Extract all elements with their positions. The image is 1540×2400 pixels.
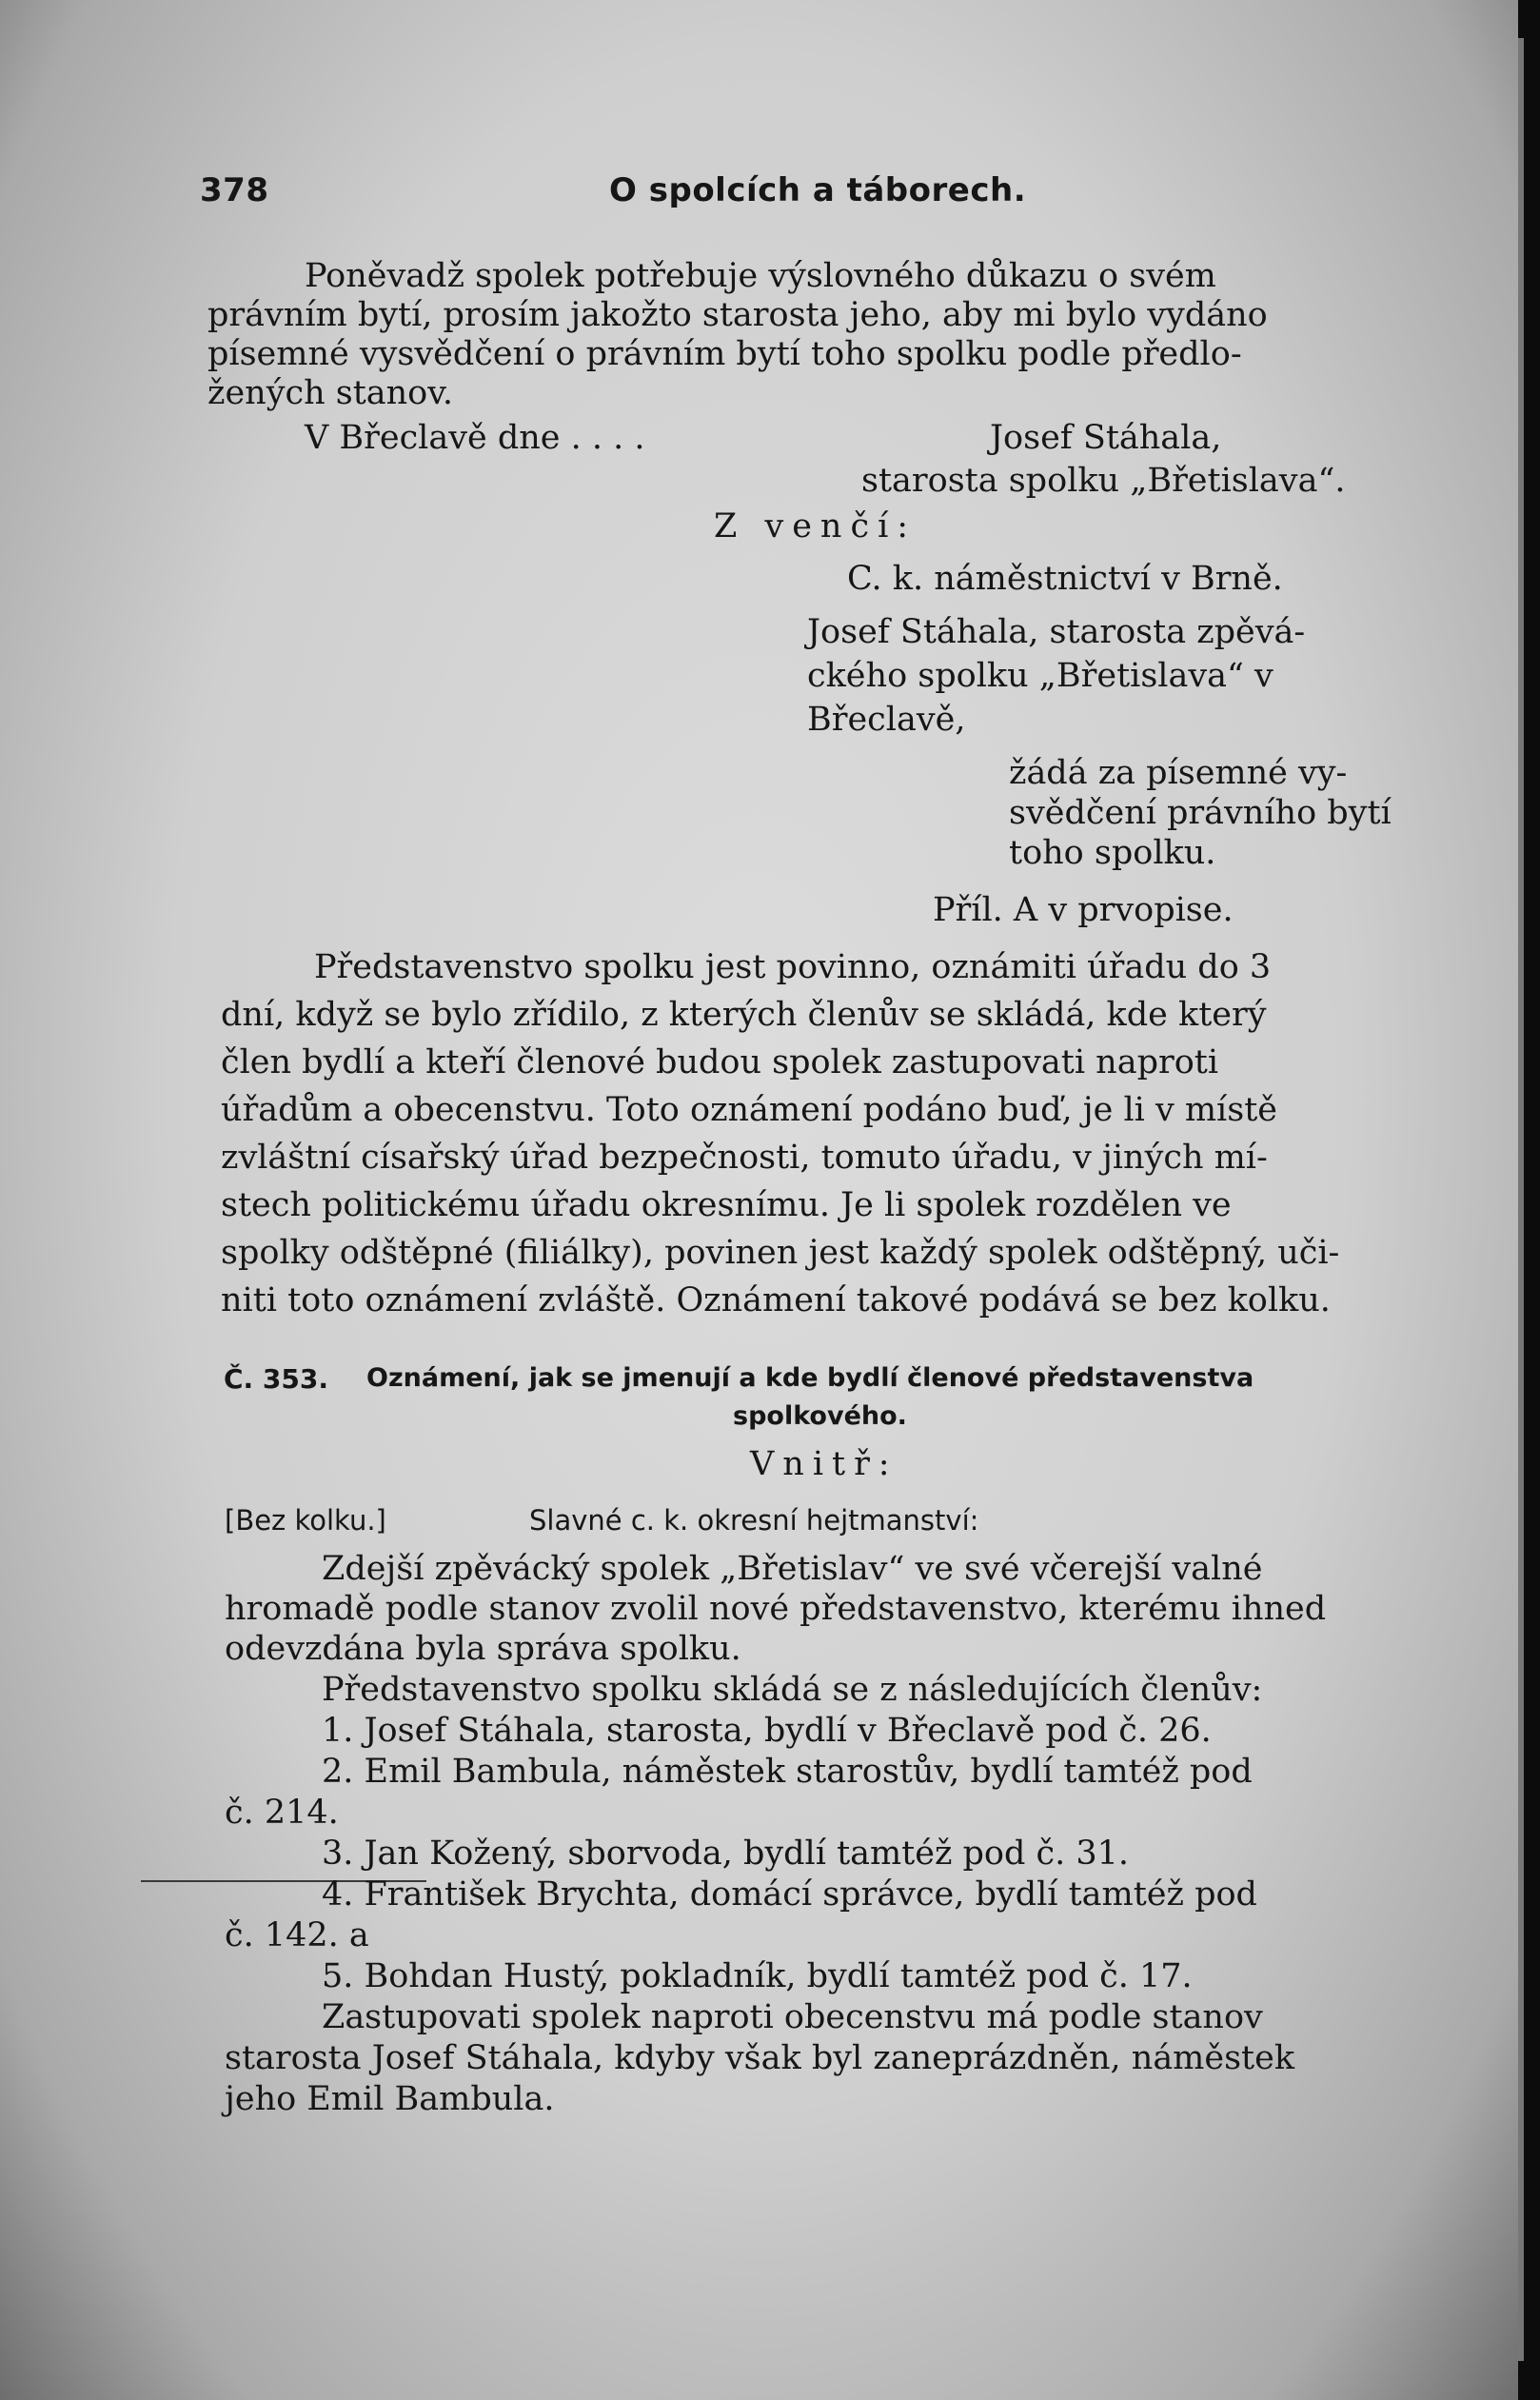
petition-line: žených stanov. bbox=[207, 374, 453, 412]
applicant-line: ckého spolku „Břetislava“ v bbox=[807, 657, 1273, 695]
member-item: 2. Emil Bambula, náměstek starostův, bydlí tamtéž pod bbox=[322, 1753, 1253, 1791]
member-item: 1. Josef Stáhala, starosta, bydlí v Břeclavě pod č. 26. bbox=[322, 1712, 1212, 1750]
letter-line: starosta Josef Stáhala, kdyby však byl zaneprázdněn, náměstek bbox=[225, 2039, 1295, 2077]
enclosure-note: Příl. A v prvopise. bbox=[933, 891, 1234, 929]
paragraph-line: Představenstvo spolku jest povinno, oznámiti úřadu do 3 bbox=[314, 948, 1272, 986]
section-title: Oznámení, jak se jmenují a kde bydlí členové představenstva bbox=[366, 1363, 1254, 1393]
outside-heading: Z venčí: bbox=[714, 507, 918, 545]
applicant-line: Josef Stáhala, starosta zpěvá- bbox=[807, 613, 1306, 651]
paragraph-line: niti toto oznámení zvláště. Oznámení takové podává se bez kolku. bbox=[221, 1281, 1331, 1319]
signer-name: Josef Stáhala, bbox=[990, 419, 1222, 457]
petition-line: Poněvadž spolek potřebuje výslovného důkazu o svém bbox=[305, 257, 1216, 295]
running-title: O spolcích a táborech. bbox=[609, 171, 1027, 209]
letter-line: Představenstvo spolku skládá se z následujících členův: bbox=[322, 1671, 1263, 1709]
paragraph-line: dní, když se bylo zřídilo, z kterých členův se skládá, kde který bbox=[221, 996, 1267, 1034]
member-item: 4. František Brychta, domácí správce, bydlí tamtéž pod bbox=[322, 1875, 1257, 1914]
letter-line: Zastupovati spolek naproti obecenstvu má podle stanov bbox=[322, 1998, 1263, 2036]
letter-line: odevzdána byla správa spolku. bbox=[225, 1630, 741, 1668]
salutation: Slavné c. k. okresní hejtmanství: bbox=[529, 1504, 979, 1537]
member-item: 5. Bohdan Hustý, pokladník, bydlí tamtéž pod č. 17. bbox=[322, 1957, 1193, 1995]
place-date: V Břeclavě dne . . . . bbox=[305, 419, 645, 457]
page-number: 378 bbox=[200, 171, 269, 209]
stamp-note: [Bez kolku.] bbox=[225, 1504, 386, 1537]
paragraph-line: zvláštní císařský úřad bezpečnosti, tomuto úřadu, v jiných mí- bbox=[221, 1139, 1268, 1177]
letter-line: Zdejší zpěvácký spolek „Břetislav“ ve své včerejší valné bbox=[322, 1550, 1263, 1588]
request-line: svědčení právního bytí bbox=[1009, 794, 1392, 832]
applicant-line: Břeclavě, bbox=[807, 701, 966, 739]
paragraph-line: člen bydlí a kteří členové budou spolek zastupovati naproti bbox=[221, 1043, 1219, 1081]
signer-title: starosta spolku „Břetislava“. bbox=[861, 462, 1346, 500]
addressee: C. k. náměstnictví v Brně. bbox=[847, 560, 1283, 598]
paragraph-line: spolky odštěpné (filiálky), povinen jest každý spolek odštěpný, uči- bbox=[221, 1234, 1340, 1272]
section-number: Č. 353. bbox=[224, 1363, 329, 1395]
petition-line: písemné vysvědčení o právním bytí toho spolku podle předlo- bbox=[207, 335, 1242, 373]
member-item: č. 142. a bbox=[225, 1916, 369, 1954]
request-line: toho spolku. bbox=[1009, 834, 1216, 872]
scan-edge bbox=[1518, 0, 1540, 2400]
inside-heading: Vnitř: bbox=[750, 1445, 898, 1483]
paragraph-line: stech politickému úřadu okresnímu. Je li spolek rozdělen ve bbox=[221, 1186, 1232, 1224]
petition-line: právním bytí, prosím jakožto starosta jeho, aby mi bylo vydáno bbox=[207, 296, 1268, 334]
request-line: žádá za písemné vy- bbox=[1009, 754, 1348, 792]
letter-line: hromadě podle stanov zvolil nové představenstvo, kterému ihned bbox=[225, 1590, 1327, 1628]
letter-line: jeho Emil Bambula. bbox=[225, 2080, 555, 2118]
section-title: spolkového. bbox=[733, 1401, 907, 1431]
paragraph-line: úřadům a obecenstvu. Toto oznámení podáno buď, je li v místě bbox=[221, 1091, 1277, 1129]
member-item: č. 214. bbox=[225, 1794, 339, 1832]
member-item: 3. Jan Kožený, sborvoda, bydlí tamtéž pod č. 31. bbox=[322, 1835, 1130, 1873]
